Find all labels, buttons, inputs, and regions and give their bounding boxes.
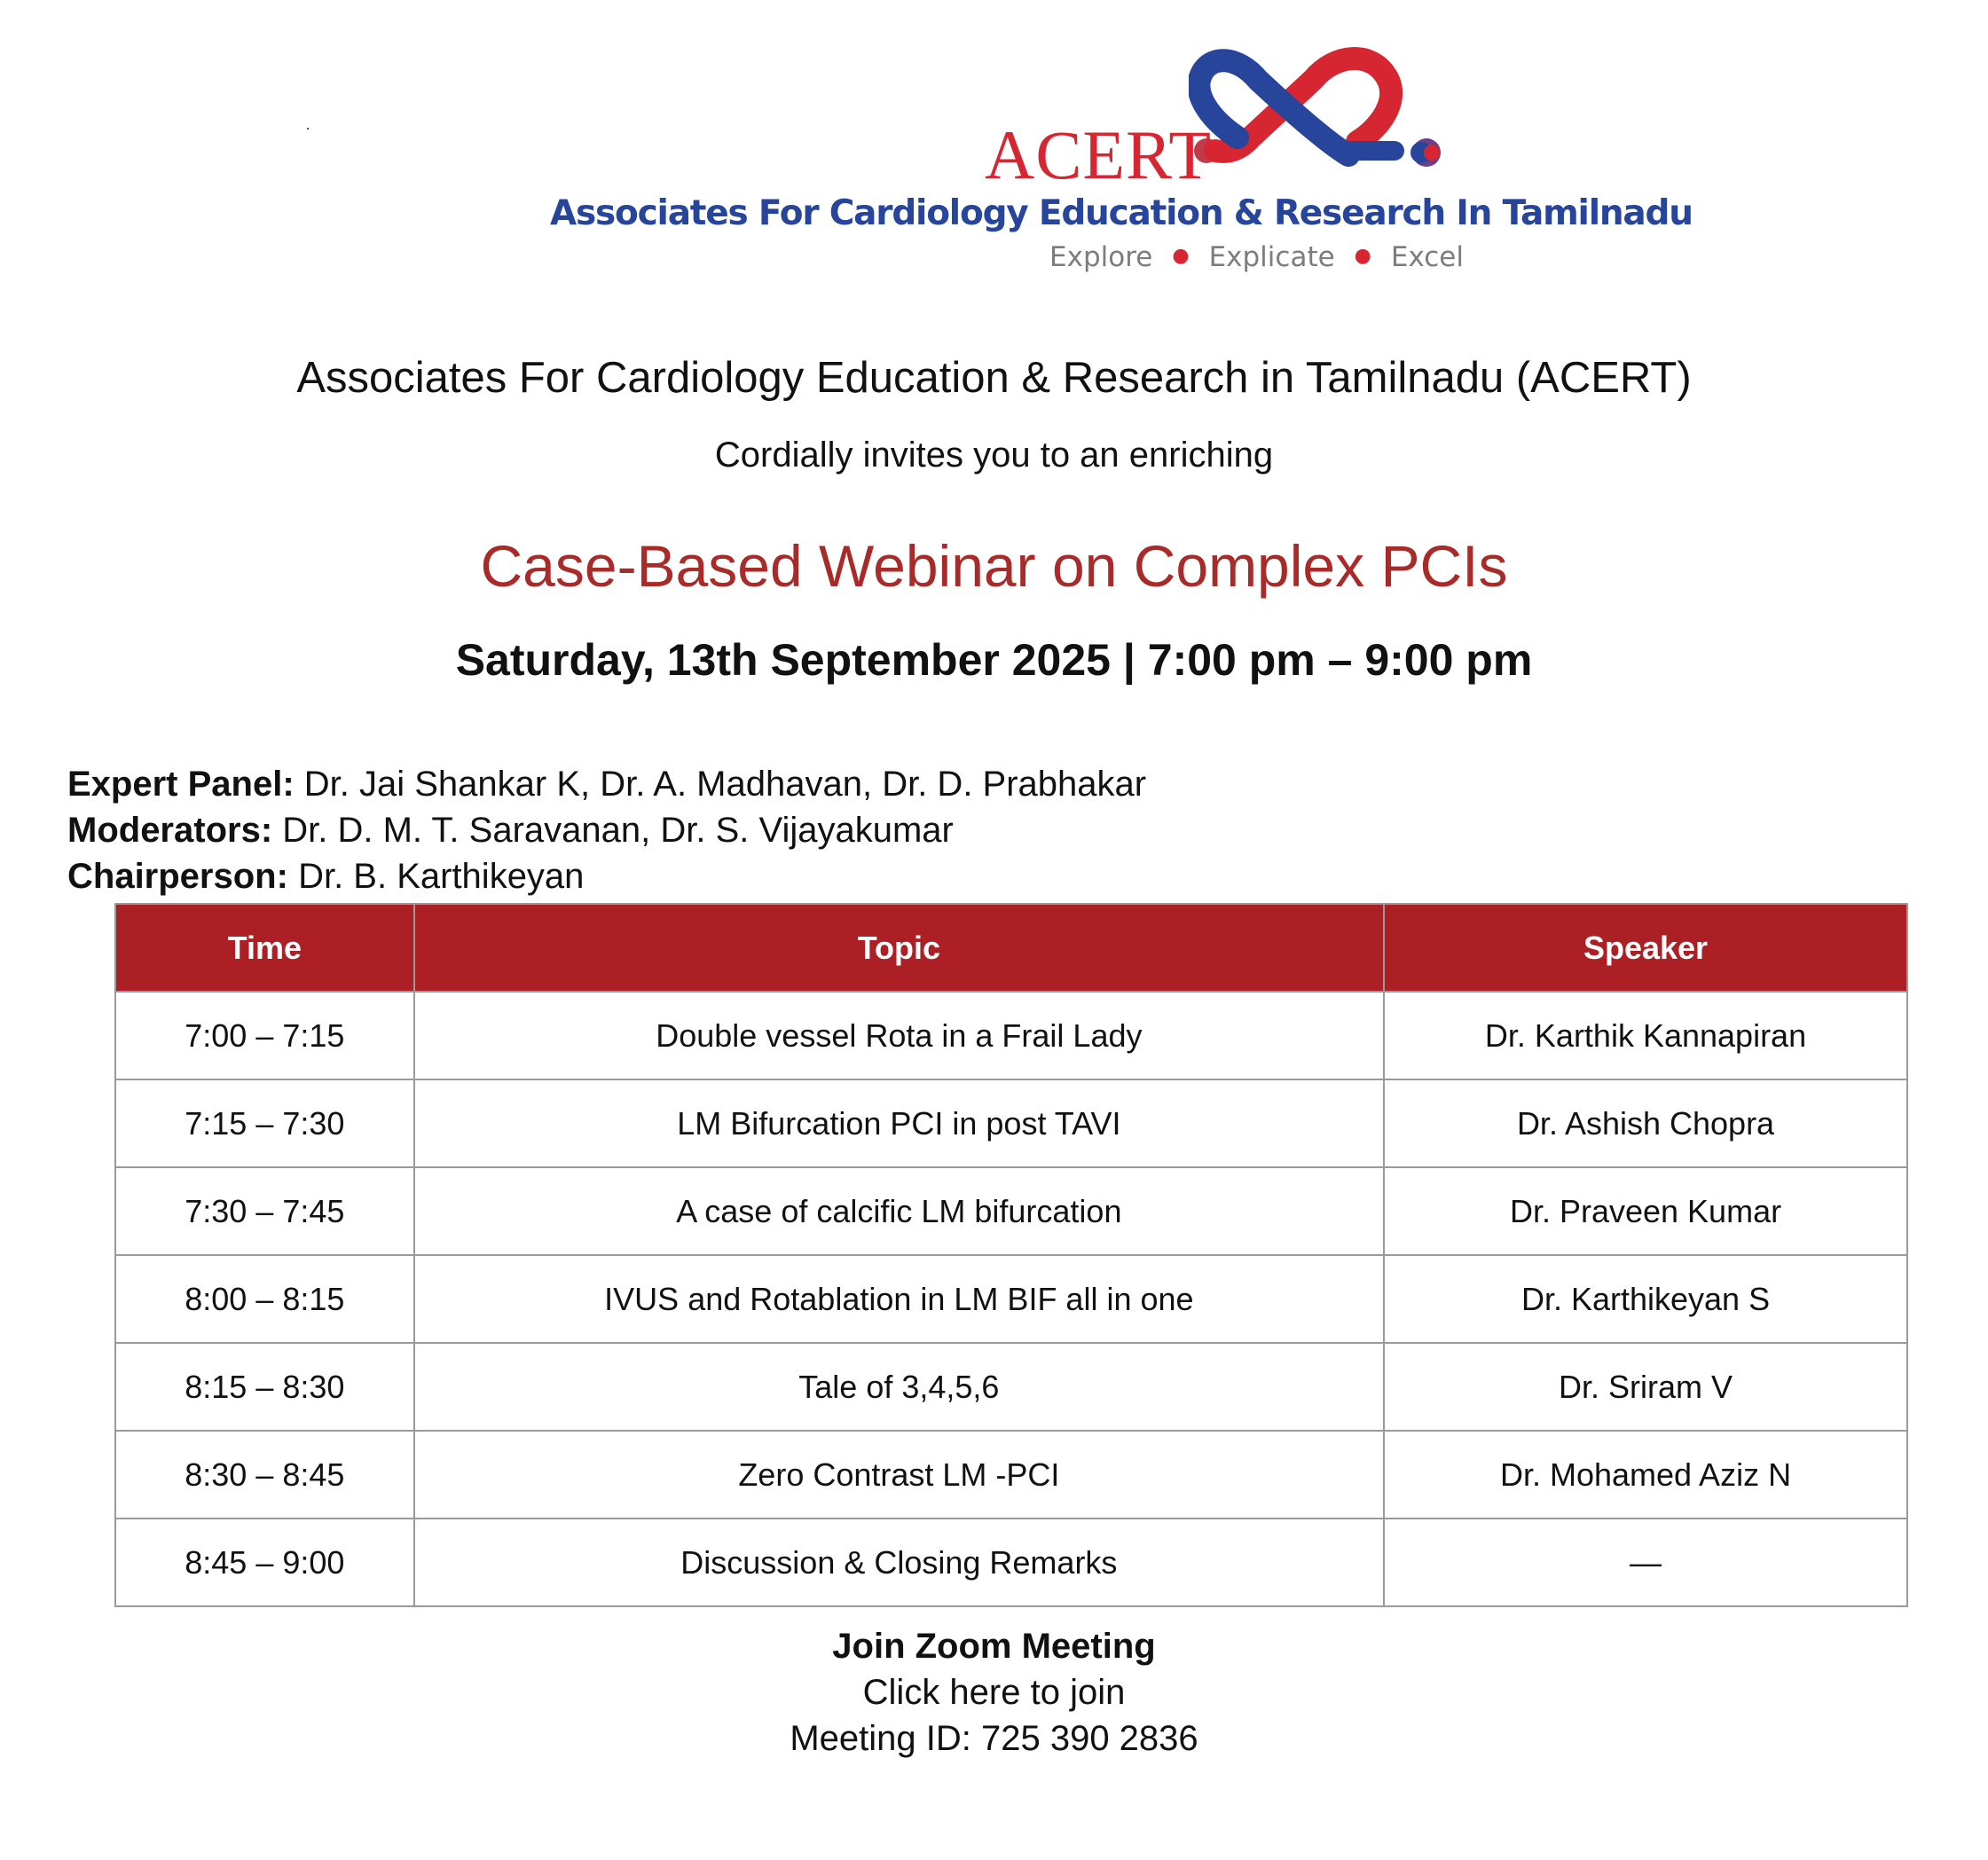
stray-dot — [307, 128, 309, 129]
tagline-word: Excel — [1390, 241, 1464, 273]
expert-panel-line — [67, 761, 1146, 807]
speaker-cell: Dr. Sriram V — [1384, 1343, 1907, 1431]
event-date-time: Saturday, 13th September 2025 | 7:00 pm – 9:00 pm — [455, 635, 1533, 685]
organization-name: Associates For Cardiology Education & Research in Tamilnadu (ACERT) — [296, 354, 1692, 402]
zoom-heading: Join Zoom Meeting — [832, 1627, 1156, 1666]
speaker-cell: Dr. Karthik Kannapiran — [1384, 992, 1907, 1079]
join-meeting-link[interactable]: Click here to join — [862, 1673, 1126, 1712]
schedule-table — [114, 903, 1908, 1607]
time-cell: 8:45 – 9:00 — [115, 1519, 414, 1606]
webinar-title: Case-Based Webinar on Complex PCIs — [480, 533, 1508, 599]
column-header-time: Time — [115, 904, 414, 992]
table-row — [115, 1343, 1907, 1431]
moderators-names: Dr. D. M. T. Saravanan, Dr. S. Vijayakumar — [282, 811, 954, 850]
table-row — [115, 1079, 1907, 1167]
panel-list — [67, 761, 1146, 899]
tagline-word: Explicate — [1208, 241, 1335, 273]
topic-cell: Tale of 3,4,5,6 — [414, 1343, 1384, 1431]
bullet-icon: ● — [1172, 245, 1190, 267]
moderators-label: Moderators: — [67, 811, 273, 850]
chairperson-names: Dr. B. Karthikeyan — [298, 857, 585, 896]
logo-tagline — [1049, 241, 1464, 273]
topic-cell: Double vessel Rota in a Frail Lady — [414, 992, 1384, 1079]
time-cell: 8:30 – 8:45 — [115, 1431, 414, 1519]
table-row — [115, 1431, 1907, 1519]
meeting-id: Meeting ID: 725 390 2836 — [790, 1719, 1198, 1758]
topic-cell: IVUS and Rotablation in LM BIF all in one — [414, 1255, 1384, 1343]
bullet-icon: ● — [1354, 245, 1371, 267]
speaker-cell: — — [1384, 1519, 1907, 1606]
topic-cell: LM Bifurcation PCI in post TAVI — [414, 1079, 1384, 1167]
tagline-word: Explore — [1049, 241, 1153, 273]
time-cell: 8:00 – 8:15 — [115, 1255, 414, 1343]
speaker-cell: Dr. Mohamed Aziz N — [1384, 1431, 1907, 1519]
topic-cell: Discussion & Closing Remarks — [414, 1519, 1384, 1606]
topic-cell: Zero Contrast LM -PCI — [414, 1431, 1384, 1519]
acert-logo — [550, 44, 1693, 279]
logo-full-name: Associates For Cardiology Education & Research In Tamilnadu — [550, 193, 1693, 233]
column-header-speaker: Speaker — [1384, 904, 1907, 992]
moderators-line — [67, 807, 1146, 853]
expert-panel-names: Dr. Jai Shankar K, Dr. A. Madhavan, Dr. D. Prabhakar — [303, 765, 1147, 804]
time-cell: 7:30 – 7:45 — [115, 1167, 414, 1255]
speaker-cell: Dr. Praveen Kumar — [1384, 1167, 1907, 1255]
time-cell: 7:00 – 7:15 — [115, 992, 414, 1079]
time-cell: 7:15 – 7:30 — [115, 1079, 414, 1167]
table-row — [115, 1167, 1907, 1255]
chairperson-line — [67, 853, 1146, 899]
chairperson-label: Chairperson: — [67, 857, 288, 896]
time-cell: 8:15 – 8:30 — [115, 1343, 414, 1431]
table-row — [115, 1519, 1907, 1606]
speaker-cell: Dr. Ashish Chopra — [1384, 1079, 1907, 1167]
topic-cell: A case of calcific LM bifurcation — [414, 1167, 1384, 1255]
column-header-topic: Topic — [414, 904, 1384, 992]
invitation-text: Cordially invites you to an enriching — [714, 436, 1274, 475]
expert-panel-label: Expert Panel: — [67, 765, 295, 804]
zoom-meeting-info — [0, 1623, 1988, 1762]
table-header-row — [115, 904, 1907, 992]
table-row — [115, 992, 1907, 1079]
logo-acronym: ACERT — [985, 116, 1212, 193]
speaker-cell: Dr. Karthikeyan S — [1384, 1255, 1907, 1343]
table-row — [115, 1255, 1907, 1343]
